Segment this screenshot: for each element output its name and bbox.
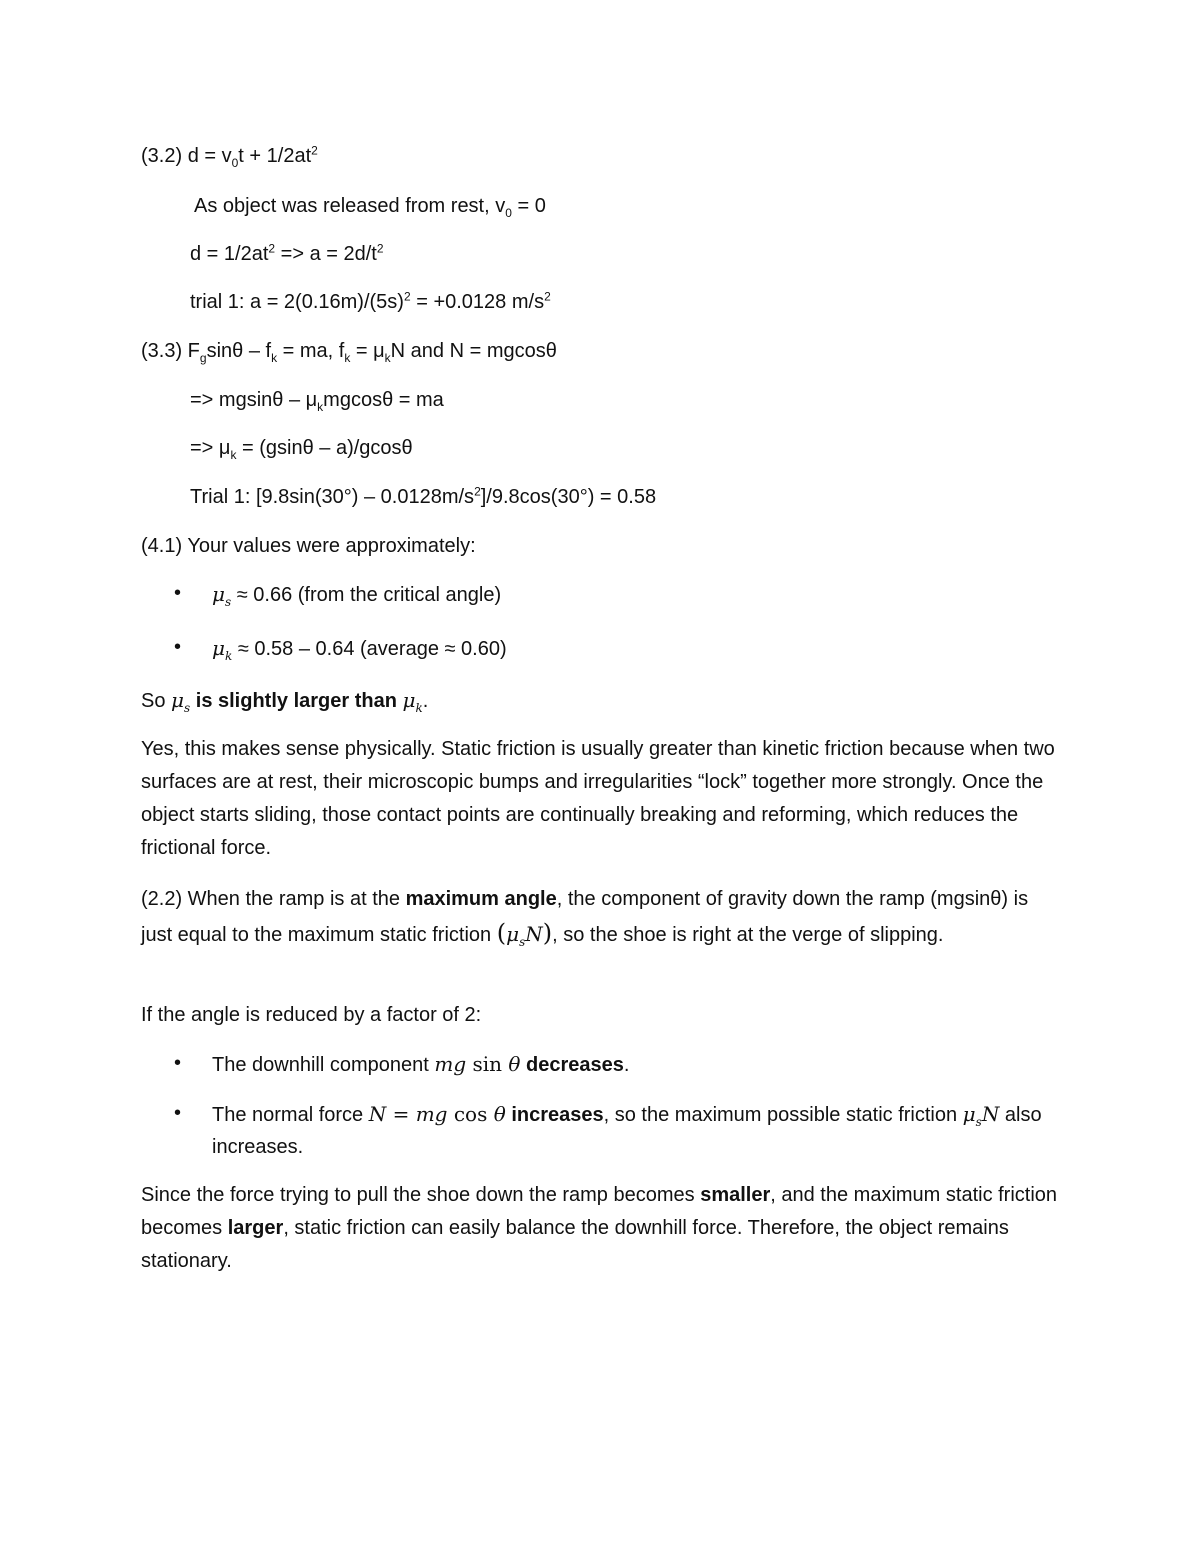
bullet-mu-s — [212, 582, 501, 607]
deriv-sup1: 2 — [268, 241, 276, 256]
deriv-b: => a = 2d/t — [275, 243, 377, 265]
bullet-dot: • — [174, 636, 182, 658]
sub-k2: k — [344, 351, 351, 365]
mu-sub: s — [184, 701, 191, 715]
so-bold: is slightly larger than — [190, 690, 403, 712]
bullet-dot: • — [174, 582, 182, 604]
l3-b: = (gsinθ – a)/gcosθ — [236, 437, 413, 459]
rest-text-b: = 0 — [511, 195, 546, 217]
trial-sup2: 2 — [544, 289, 551, 304]
trial-sup: 2 — [403, 289, 411, 304]
sin-text: sin — [466, 1052, 509, 1076]
l1-c: = μ — [350, 340, 385, 362]
physics-explanation: Yes, this makes sense physically. Static friction is usually greater than kinetic friction because when two surfaces are at rest, their microscopic bumps and irregularities “lock” together more strongly. Once the object starts sliding, those contact points are continually breaking and reforming, which reduces the frictional force. — [141, 738, 1055, 859]
l2-a: => mgsinθ – μ — [190, 389, 318, 411]
bullet-downhill — [212, 1052, 629, 1077]
sec33-line1 — [141, 339, 557, 363]
derivation-line — [190, 242, 384, 266]
mu-symbol: μ — [171, 688, 185, 712]
final-bold1: smaller — [700, 1184, 771, 1206]
rest-line — [194, 194, 546, 218]
eq-sign: = — [386, 1102, 416, 1126]
mg-symbol: mg — [415, 1102, 448, 1126]
mu-sub: s — [519, 935, 526, 949]
p1-bold: maximum angle — [405, 888, 557, 910]
bullet-mu-k — [212, 636, 507, 661]
eq-text-b: t + 1/2at — [238, 145, 312, 167]
l4-b: ]/9.8cos(30°) = 0.58 — [480, 486, 657, 508]
final-bold2: larger — [227, 1217, 284, 1239]
sec33-line2 — [190, 388, 444, 412]
sub-k3: k — [384, 351, 391, 365]
sub-g: g — [199, 351, 207, 365]
n-symbol: N — [525, 922, 543, 946]
b2-b: , so the maximum possible static friction — [603, 1104, 963, 1126]
so-a: So — [141, 690, 172, 712]
final-c: , static friction can easily balance the downhill force. Therefore, the object remains stationary. — [141, 1217, 1009, 1272]
theta-symbol: θ — [508, 1052, 521, 1076]
sub-k1: k — [271, 351, 278, 365]
so-c: . — [422, 690, 429, 712]
mu-symbol: μ — [212, 582, 225, 606]
sec33-line3 — [190, 436, 413, 460]
trial-b: = +0.0128 m/s — [410, 291, 545, 313]
b1-bold: decreases — [520, 1054, 624, 1076]
trial-a: trial 1: a = 2(0.16m)/(5s) — [190, 291, 404, 313]
theta-symbol: θ — [493, 1102, 506, 1126]
b1-c: . — [623, 1054, 630, 1076]
deriv-a: d = 1/2at — [190, 243, 269, 265]
cos-text: cos — [447, 1102, 494, 1126]
n-symbol: N — [368, 1102, 387, 1126]
eq-text-a: d = v — [187, 145, 232, 167]
n-symbol: N — [981, 1102, 1000, 1126]
b2-c: also increases. — [212, 1104, 1042, 1158]
l3-a: => μ — [190, 437, 231, 459]
trial-line — [190, 290, 551, 314]
bullet-normal-force — [212, 1098, 1062, 1163]
so-line — [141, 688, 428, 713]
b2-a: The normal force — [212, 1104, 369, 1126]
p1-c: , so the shoe is right at the verge of slipping. — [552, 924, 944, 946]
final-a: Since the force trying to pull the shoe down the ramp becomes — [141, 1184, 701, 1206]
p1-a: (2.2) When the ramp is at the — [141, 888, 406, 910]
mu-sub: k — [415, 701, 423, 715]
l2-sub: k — [317, 400, 324, 414]
l1-b: = ma, f — [277, 340, 345, 362]
b1-a: The downhill component — [212, 1054, 435, 1076]
l3-sub: k — [230, 448, 237, 462]
l4-a: Trial 1: [9.8sin(30°) – 0.0128m/s — [190, 486, 475, 508]
conclusion-paragraph — [141, 1179, 1061, 1278]
final-b: , and the maximum static friction becomes — [141, 1184, 1058, 1239]
eq-kinematics — [141, 144, 318, 168]
mu-sub: s — [975, 1115, 982, 1129]
rest-sub: 0 — [505, 206, 512, 220]
sec22-paragraph: (2.2) When the ramp is at the maximum angle, the component of gravity down the ramp (mgsinθ) is just equal to the maximum static friction $(\mu_sN)$, so the shoe is right at the verge of slipping. — [141, 888, 1029, 949]
mu-sub: s — [225, 595, 232, 609]
l1-a: sinθ – f — [206, 340, 272, 362]
b1-text: ≈ 0.66 (from the critical angle) — [231, 584, 502, 606]
mg-symbol: mg — [434, 1052, 467, 1076]
eq-sup: 2 — [311, 143, 318, 158]
b2-bold: increases — [505, 1104, 604, 1126]
l1-d: N and N = mgcosθ — [390, 340, 557, 362]
mu-sub: k — [225, 649, 233, 663]
bullet-dot: • — [174, 1102, 182, 1124]
mu-symbol: μ — [506, 922, 520, 946]
deriv-sup2: 2 — [376, 241, 384, 256]
b2-text: ≈ 0.58 – 0.64 (average ≈ 0.60) — [232, 638, 507, 660]
reduce-line: If the angle is reduced by a factor of 2: — [141, 1004, 482, 1026]
sec32-label: (3.2) — [141, 145, 183, 167]
mu-symbol: μ — [962, 1102, 976, 1126]
mu-symbol: μ — [402, 688, 416, 712]
sec41-heading: (4.1) Your values were approximately: — [141, 535, 476, 557]
l2-b: mgcosθ = ma — [323, 389, 444, 411]
sec33-line4 — [190, 485, 656, 509]
l4-sup: 2 — [474, 484, 481, 499]
rest-text-a: As object was released from rest, v — [194, 195, 506, 217]
bullet-dot: • — [174, 1052, 182, 1074]
eq-sub: 0 — [231, 156, 239, 170]
sec33-label: (3.3) F — [141, 340, 200, 362]
p1-b: , the component of gravity down the ramp (mgsinθ) is just equal to the maximum static friction — [141, 888, 1029, 946]
mu-symbol: μ — [212, 636, 225, 660]
